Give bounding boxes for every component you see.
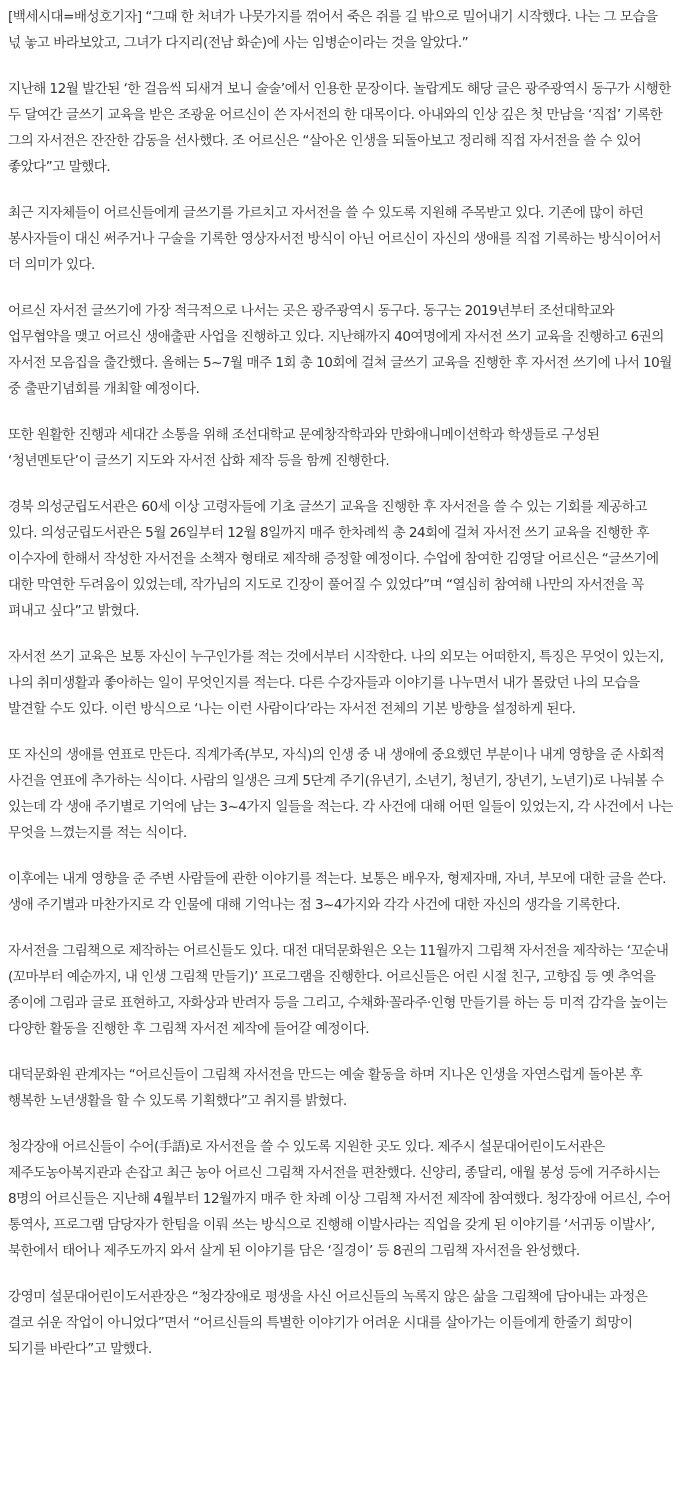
paragraph: 자서전 쓰기 교육은 보통 자신이 누구인가를 적는 것에서부터 시작한다. 나의 외모는 어떠한지, 특징은 무엇이 있는지, 나의 취미생활과 좋아하는 일이 무엇인지를 적는다. 다른 수강자들과 이야기를 나누면서 내가 몰랐던 나의 모습을 발견할 수도 있다. 이런 방식으로 ‘나는 이런 사람이다’라는 자서전 전체의 기본 방향을 설정하게 된다. [8,649,664,717]
paragraph: 또 자신의 생애를 연표로 만든다. 직계가족(부모, 자식)의 인생 중 내 생애에 중요했던 부분이나 내게 영향을 준 사회적 사건을 연표에 추가하는 식이다. 사람의 일생은 크게 5단계 주기(유년기, 소년기, 청년기, 장년기, 노년기)로 나눠볼 수 있는데 각 생애 주기별로 기억에 남는 3~4가지 일들을 적는다. 각 사건에 대해 어떤 일들이 있었는지, 각 사건에서 나는 무엇을 느꼈는지를 적는 식이다. [8,747,673,841]
paragraph: 이후에는 내게 영향을 준 주변 사람들에 관한 이야기를 적는다. 보통은 배우자, 형제자매, 자녀, 부모에 대한 글을 쓴다. 생애 주기별과 마찬가지로 각 인물에 대해 기억나는 점 3~4가지와 각각 사건에 대한 자신의 생각을 기록한다. [8,871,666,913]
paragraph: 자서전을 그림책으로 제작하는 어르신들도 있다. 대전 대덕문화원은 오는 11월까지 그림책 자서전을 제작하는 ‘꼬순내(꼬마부터 예순까지, 내 인생 그림책 만들기)’ 프로그램을 진행한다. 어르신들은 어린 시절 친구, 고향집 등 옛 추억을 종이에 그림과 글로 표현하고, 자화상과 반려자 등을 그리고, 수채화·꼴라주·인형 만들기를 하는 등 미적 감각을 높이는 다양한 활동을 진행한 후 그림책 자서전 제작에 들어갈 예정이다. [8,943,669,1037]
paragraph: 어르신 자서전 글쓰기에 가장 적극적으로 나서는 곳은 광주광역시 동구다. 동구는 2019년부터 조선대학교와 업무협약을 맺고 어르신 생애출판 사업을 진행하고 있다. 지난해까지 40여명에게 자서전 쓰기 교육을 진행하고 6권의 자서전 모음집을 출간했다. 올해는 5~7월 매주 1회 총 10회에 걸쳐 글쓰기 교육을 진행한 후 자서전 쓰기에 나서 10월 중 출판기념회를 개최할 예정이다. [8,303,672,397]
paragraph: 청각장애 어르신들이 수어(手語)로 자서전을 쓸 수 있도록 지원한 곳도 있다. 제주시 설문대어린이도서관은 제주도농아복지관과 손잡고 최근 농아 어르신 그림책 자서전을 편찬했다. 신양리, 종달리, 애월 봉성 등에 거주하시는 8명의 어르신들은 지난해 4월부터 12월까지 매주 한 차례 이상 그림책 자서전 제작에 참여했다. 청각장애 어르신, 수어 통역사, 프로그램 담당자가 한팀을 이뤄 쓰는 방식으로 진행해 이발사라는 직업을 갖게 된 이야기를 ‘서귀동 이발사’, 북한에서 태어나 제주도까지 와서 살게 된 이야기를 담은 ‘질경이’ 등 8권의 그림책 자서전을 완성했다. [8,1139,671,1259]
paragraph: 지난해 12월 발간된 ‘한 걸음씩 되새겨 보니 술술’에서 인용한 문장이다. 놀랍게도 해당 글은 광주광역시 동구가 시행한 두 달여간 글쓰기 교육을 받은 조광윤 어르신이 쓴 자서전의 한 대목이다. 아내와의 인상 깊은 첫 만남을 ‘직접’ 기록한 그의 자서전은 잔잔한 감동을 선사했다. 조 어르신은 “살아온 인생을 되돌아보고 정리해 직접 자서전을 쓸 수 있어 좋았다”고 말했다. [8,81,671,175]
paragraph: 대덕문화원 관계자는 “어르신들이 그림책 자서전을 만드는 예술 활동을 하며 지나온 인생을 자연스럽게 돌아본 후 행복한 노년생활을 할 수 있도록 기획했다”고 취지를 밝혔다. [8,1067,643,1109]
paragraph-byline-intro: [백세시대=배성호기자] “그때 한 처녀가 나뭇가지를 꺾어서 죽은 쥐를 길 밖으로 밀어내기 시작했다. 나는 그 모습을 넋 놓고 바라보았고, 그녀가 다지리(전남 화순)에 사는 임병순이라는 것을 알았다.” [8,9,658,51]
paragraph: 경북 의성군립도서관은 60세 이상 고령자들에 기초 글쓰기 교육을 진행한 후 자서전을 쓸 수 있는 기회를 제공하고 있다. 의성군립도서관은 5월 26일부터 12월 8일까지 매주 한차례씩 총 24회에 걸쳐 자서전 쓰기 교육을 진행한 후 이수자에 한해서 작성한 자서전을 소책자 형태로 제작해 증정할 예정이다. 수업에 참여한 김영달 어르신은 “글쓰기에 대한 막연한 두려움이 있었는데, 작가님의 지도로 긴장이 풀어질 수 있었다”며 “열심히 참여해 나만의 자서전을 꼭 펴내고 싶다”고 밝혔다. [8,499,659,619]
paragraph: 강영미 설문대어린이도서관장은 “청각장애로 평생을 사신 어르신들의 녹록지 않은 삶을 그림책에 담아내는 과정은 결코 쉬운 작업이 아니었다”면서 “어르신들의 특별한 이야기가 어려운 시대를 살아가는 이들에게 한줄기 희망이 되기를 바란다”고 말했다. [8,1289,648,1357]
paragraph: 또한 원활한 진행과 세대간 소통을 위해 조선대학교 문예창작학과와 만화애니메이션학과 학생들로 구성된 ‘청년멘토단’이 글쓰기 지도와 자서전 삽화 제작 등을 함께 진행한다. [8,427,600,469]
paragraph: 최근 지자체들이 어르신들에게 글쓰기를 가르치고 자서전을 쓸 수 있도록 지원해 주목받고 있다. 기존에 많이 하던 봉사자들이 대신 써주거나 구술을 기록한 영상자서전 방식이 아닌 어르신이 자신의 생애를 직접 기록하는 방식이어서 더 의미가 있다. [8,205,661,273]
